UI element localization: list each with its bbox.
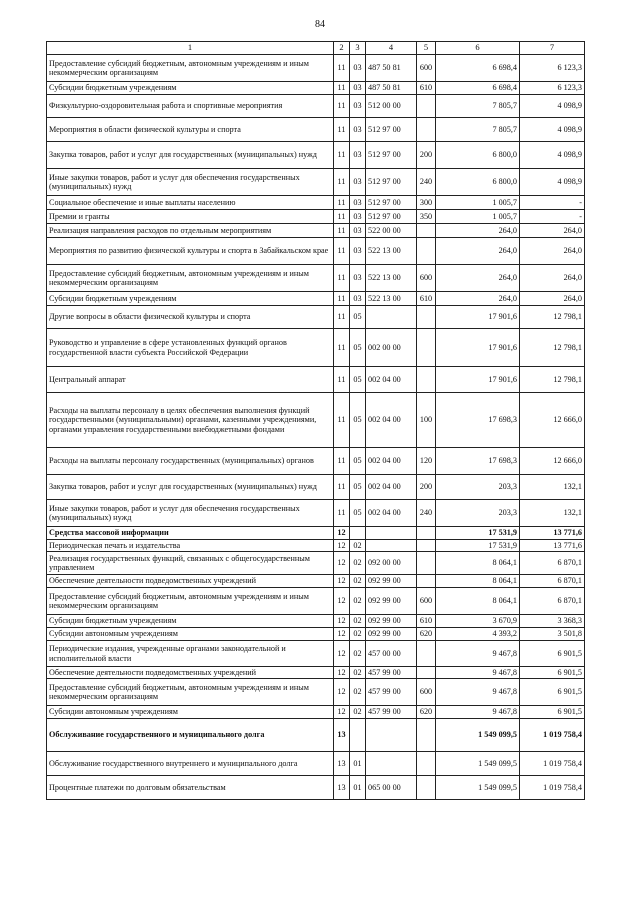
row-name: Реализация направления расходов по отдельным мероприятиям bbox=[47, 224, 334, 238]
expense-type-code bbox=[417, 641, 436, 667]
section-code: 11 bbox=[334, 367, 350, 393]
target-article-code: 522 13 00 bbox=[366, 292, 417, 306]
amount-executed: 4 098,9 bbox=[520, 95, 585, 118]
subsection-code: 01 bbox=[350, 752, 366, 776]
row-name: Предоставление субсидий бюджетным, автономным учреждениям и иным некоммерческим организациям bbox=[47, 55, 334, 82]
table-row bbox=[47, 719, 585, 752]
target-article-code bbox=[366, 719, 417, 752]
amount-approved: 264,0 bbox=[436, 224, 520, 238]
section-code: 13 bbox=[334, 752, 350, 776]
row-name: Премии и гранты bbox=[47, 210, 334, 224]
amount-approved: 9 467,8 bbox=[436, 679, 520, 706]
table-row bbox=[47, 776, 585, 800]
amount-executed: 1 019 758,4 bbox=[520, 776, 585, 800]
subsection-code: 03 bbox=[350, 82, 366, 95]
expense-type-code bbox=[417, 552, 436, 575]
expense-type-code: 600 bbox=[417, 55, 436, 82]
section-code: 12 bbox=[334, 615, 350, 628]
expense-type-code: 610 bbox=[417, 82, 436, 95]
subsection-code: 05 bbox=[350, 500, 366, 527]
subsection-code: 03 bbox=[350, 210, 366, 224]
subsection-code: 01 bbox=[350, 776, 366, 800]
table-row bbox=[47, 475, 585, 500]
row-name: Обеспечение деятельности подведомственных учреждений bbox=[47, 667, 334, 679]
target-article-code: 487 50 81 bbox=[366, 55, 417, 82]
expense-type-code: 300 bbox=[417, 196, 436, 210]
amount-approved: 1 005,7 bbox=[436, 210, 520, 224]
table-row bbox=[47, 628, 585, 641]
amount-approved: 9 467,8 bbox=[436, 667, 520, 679]
target-article-code: 512 97 00 bbox=[366, 118, 417, 142]
section-code: 11 bbox=[334, 475, 350, 500]
subsection-code: 03 bbox=[350, 95, 366, 118]
expense-type-code: 610 bbox=[417, 615, 436, 628]
section-code: 11 bbox=[334, 169, 350, 196]
amount-approved: 1 549 099,5 bbox=[436, 776, 520, 800]
row-name: Иные закупки товаров, работ и услуг для обеспечения государственных (муниципальных) нужд bbox=[47, 169, 334, 196]
section-code: 11 bbox=[334, 224, 350, 238]
row-name: Предоставление субсидий бюджетным, автономным учреждениям и иным некоммерческим организациям bbox=[47, 588, 334, 615]
row-name: Руководство и управление в сфере установленных функций органов государственной власти субъекта Российской Федерации bbox=[47, 329, 334, 367]
column-header: 7 bbox=[520, 42, 585, 55]
subsection-code: 02 bbox=[350, 588, 366, 615]
amount-approved: 6 800,0 bbox=[436, 142, 520, 169]
subsection-code: 02 bbox=[350, 615, 366, 628]
amount-approved: 1 005,7 bbox=[436, 196, 520, 210]
table-row bbox=[47, 306, 585, 329]
table-row bbox=[47, 367, 585, 393]
section-code: 11 bbox=[334, 265, 350, 292]
table-row bbox=[47, 641, 585, 667]
expense-type-code bbox=[417, 776, 436, 800]
amount-approved: 264,0 bbox=[436, 238, 520, 265]
amount-executed: 6 901,5 bbox=[520, 679, 585, 706]
expense-type-code: 350 bbox=[417, 210, 436, 224]
section-code: 12 bbox=[334, 667, 350, 679]
expense-type-code bbox=[417, 719, 436, 752]
expense-type-code: 200 bbox=[417, 475, 436, 500]
amount-approved: 6 800,0 bbox=[436, 169, 520, 196]
column-header: 6 bbox=[436, 42, 520, 55]
subsection-code: 02 bbox=[350, 706, 366, 719]
expense-type-code: 100 bbox=[417, 393, 436, 448]
row-name: Обеспечение деятельности подведомственных учреждений bbox=[47, 575, 334, 588]
section-code: 13 bbox=[334, 719, 350, 752]
amount-approved: 17 901,6 bbox=[436, 329, 520, 367]
amount-approved: 203,3 bbox=[436, 475, 520, 500]
section-code: 13 bbox=[334, 776, 350, 800]
target-article-code: 065 00 00 bbox=[366, 776, 417, 800]
column-header: 2 bbox=[334, 42, 350, 55]
subsection-code: 03 bbox=[350, 55, 366, 82]
table-row bbox=[47, 329, 585, 367]
amount-executed: - bbox=[520, 196, 585, 210]
row-name: Реализация государственных функций, связанных с общегосударственным управлением bbox=[47, 552, 334, 575]
amount-approved: 9 467,8 bbox=[436, 706, 520, 719]
amount-executed: 264,0 bbox=[520, 238, 585, 265]
target-article-code: 002 04 00 bbox=[366, 500, 417, 527]
subsection-code: 03 bbox=[350, 169, 366, 196]
table-row bbox=[47, 752, 585, 776]
target-article-code: 512 00 00 bbox=[366, 95, 417, 118]
expense-type-code: 240 bbox=[417, 500, 436, 527]
amount-approved: 17 698,3 bbox=[436, 448, 520, 475]
expense-type-code bbox=[417, 224, 436, 238]
column-header: 5 bbox=[417, 42, 436, 55]
table-row bbox=[47, 142, 585, 169]
target-article-code: 002 04 00 bbox=[366, 448, 417, 475]
section-code: 11 bbox=[334, 210, 350, 224]
expense-type-code bbox=[417, 95, 436, 118]
target-article-code bbox=[366, 527, 417, 540]
amount-executed: 1 019 758,4 bbox=[520, 719, 585, 752]
target-article-code: 092 00 00 bbox=[366, 552, 417, 575]
amount-executed: 1 019 758,4 bbox=[520, 752, 585, 776]
subsection-code: 05 bbox=[350, 367, 366, 393]
target-article-code: 092 99 00 bbox=[366, 615, 417, 628]
table-body bbox=[47, 55, 585, 800]
page-number: 84 bbox=[315, 19, 325, 30]
section-code: 11 bbox=[334, 393, 350, 448]
section-code: 12 bbox=[334, 679, 350, 706]
amount-approved: 17 901,6 bbox=[436, 306, 520, 329]
expense-type-code bbox=[417, 238, 436, 265]
target-article-code: 002 04 00 bbox=[366, 393, 417, 448]
amount-approved: 4 393,2 bbox=[436, 628, 520, 641]
target-article-code: 002 04 00 bbox=[366, 475, 417, 500]
target-article-code bbox=[366, 540, 417, 552]
amount-executed: 6 123,3 bbox=[520, 55, 585, 82]
target-article-code bbox=[366, 752, 417, 776]
section-code: 12 bbox=[334, 588, 350, 615]
amount-executed: 264,0 bbox=[520, 224, 585, 238]
amount-approved: 17 531,9 bbox=[436, 540, 520, 552]
amount-approved: 9 467,8 bbox=[436, 641, 520, 667]
row-name: Иные закупки товаров, работ и услуг для обеспечения государственных (муниципальных) нужд bbox=[47, 500, 334, 527]
section-code: 11 bbox=[334, 55, 350, 82]
amount-executed: 264,0 bbox=[520, 292, 585, 306]
amount-approved: 264,0 bbox=[436, 265, 520, 292]
subsection-code: 02 bbox=[350, 628, 366, 641]
amount-approved: 6 698,4 bbox=[436, 82, 520, 95]
subsection-code: 02 bbox=[350, 641, 366, 667]
section-code: 12 bbox=[334, 540, 350, 552]
expense-type-code bbox=[417, 540, 436, 552]
amount-executed: 4 098,9 bbox=[520, 142, 585, 169]
expense-type-code bbox=[417, 118, 436, 142]
expense-type-code bbox=[417, 752, 436, 776]
table-row bbox=[47, 448, 585, 475]
amount-executed: 6 870,1 bbox=[520, 552, 585, 575]
subsection-code: 05 bbox=[350, 306, 366, 329]
amount-approved: 3 670,9 bbox=[436, 615, 520, 628]
expense-type-code: 620 bbox=[417, 706, 436, 719]
amount-executed: 132,1 bbox=[520, 500, 585, 527]
section-code: 12 bbox=[334, 527, 350, 540]
section-code: 11 bbox=[334, 142, 350, 169]
table-row bbox=[47, 118, 585, 142]
amount-executed: 12 798,1 bbox=[520, 329, 585, 367]
section-code: 11 bbox=[334, 82, 350, 95]
table-row bbox=[47, 265, 585, 292]
amount-executed: 6 870,1 bbox=[520, 575, 585, 588]
target-article-code: 002 00 00 bbox=[366, 329, 417, 367]
target-article-code: 092 99 00 bbox=[366, 575, 417, 588]
expense-type-code bbox=[417, 575, 436, 588]
amount-approved: 17 901,6 bbox=[436, 367, 520, 393]
subsection-code: 02 bbox=[350, 540, 366, 552]
row-name: Периодические издания, учрежденные органами законодательной и исполнительной власти bbox=[47, 641, 334, 667]
expense-type-code: 200 bbox=[417, 142, 436, 169]
subsection-code: 05 bbox=[350, 448, 366, 475]
amount-executed: 12 798,1 bbox=[520, 367, 585, 393]
subsection-code: 02 bbox=[350, 667, 366, 679]
expense-type-code: 240 bbox=[417, 169, 436, 196]
expense-type-code: 600 bbox=[417, 265, 436, 292]
section-code: 11 bbox=[334, 118, 350, 142]
subsection-code: 05 bbox=[350, 393, 366, 448]
amount-executed: 6 901,5 bbox=[520, 706, 585, 719]
table-row bbox=[47, 575, 585, 588]
section-code: 11 bbox=[334, 238, 350, 265]
column-header: 1 bbox=[47, 42, 334, 55]
section-code: 11 bbox=[334, 306, 350, 329]
amount-executed: 4 098,9 bbox=[520, 118, 585, 142]
table-row bbox=[47, 169, 585, 196]
row-name: Мероприятия по развитию физической культуры и спорта в Забайкальском крае bbox=[47, 238, 334, 265]
target-article-code bbox=[366, 306, 417, 329]
section-code: 11 bbox=[334, 196, 350, 210]
amount-approved: 7 805,7 bbox=[436, 95, 520, 118]
target-article-code: 457 99 00 bbox=[366, 667, 417, 679]
amount-approved: 7 805,7 bbox=[436, 118, 520, 142]
amount-executed: 12 666,0 bbox=[520, 448, 585, 475]
amount-executed: 13 771,6 bbox=[520, 540, 585, 552]
amount-approved: 8 064,1 bbox=[436, 552, 520, 575]
subsection-code: 05 bbox=[350, 475, 366, 500]
amount-approved: 1 549 099,5 bbox=[436, 752, 520, 776]
expense-type-code bbox=[417, 329, 436, 367]
amount-approved: 1 549 099,5 bbox=[436, 719, 520, 752]
row-name: Субсидии бюджетным учреждениям bbox=[47, 615, 334, 628]
amount-executed: 6 901,5 bbox=[520, 641, 585, 667]
table-row bbox=[47, 552, 585, 575]
table-row bbox=[47, 540, 585, 552]
row-name: Предоставление субсидий бюджетным, автономным учреждениям и иным некоммерческим организациям bbox=[47, 265, 334, 292]
column-header: 4 bbox=[366, 42, 417, 55]
target-article-code: 092 99 00 bbox=[366, 628, 417, 641]
amount-executed: - bbox=[520, 210, 585, 224]
section-code: 12 bbox=[334, 575, 350, 588]
row-name: Субсидии бюджетным учреждениям bbox=[47, 292, 334, 306]
subsection-code bbox=[350, 527, 366, 540]
amount-executed: 3 368,3 bbox=[520, 615, 585, 628]
amount-executed: 12 798,1 bbox=[520, 306, 585, 329]
amount-executed: 12 666,0 bbox=[520, 393, 585, 448]
expense-type-code bbox=[417, 367, 436, 393]
table-row bbox=[47, 55, 585, 82]
section-code: 11 bbox=[334, 500, 350, 527]
expense-type-code: 610 bbox=[417, 292, 436, 306]
table-row bbox=[47, 238, 585, 265]
expense-type-code: 600 bbox=[417, 679, 436, 706]
amount-approved: 8 064,1 bbox=[436, 588, 520, 615]
amount-approved: 17 698,3 bbox=[436, 393, 520, 448]
row-name: Расходы на выплаты персоналу государственных (муниципальных) органов bbox=[47, 448, 334, 475]
target-article-code: 512 97 00 bbox=[366, 142, 417, 169]
amount-approved: 17 531,9 bbox=[436, 527, 520, 540]
row-name: Закупка товаров, работ и услуг для государственных (муниципальных) нужд bbox=[47, 142, 334, 169]
table-row bbox=[47, 500, 585, 527]
section-code: 11 bbox=[334, 448, 350, 475]
amount-executed: 4 098,9 bbox=[520, 169, 585, 196]
expense-type-code: 120 bbox=[417, 448, 436, 475]
amount-executed: 6 901,5 bbox=[520, 667, 585, 679]
target-article-code: 457 99 00 bbox=[366, 679, 417, 706]
amount-executed: 6 123,3 bbox=[520, 82, 585, 95]
amount-approved: 8 064,1 bbox=[436, 575, 520, 588]
row-name: Обслуживание государственного внутреннего и муниципального долга bbox=[47, 752, 334, 776]
amount-executed: 6 870,1 bbox=[520, 588, 585, 615]
amount-executed: 132,1 bbox=[520, 475, 585, 500]
amount-executed: 264,0 bbox=[520, 265, 585, 292]
target-article-code: 522 13 00 bbox=[366, 238, 417, 265]
expense-type-code bbox=[417, 527, 436, 540]
subsection-code bbox=[350, 719, 366, 752]
row-name: Субсидии бюджетным учреждениям bbox=[47, 82, 334, 95]
row-name: Центральный аппарат bbox=[47, 367, 334, 393]
section-code: 12 bbox=[334, 628, 350, 641]
subsection-code: 05 bbox=[350, 329, 366, 367]
row-name: Физкультурно-оздоровительная работа и спортивные мероприятия bbox=[47, 95, 334, 118]
row-name: Обслуживание государственного и муниципального долга bbox=[47, 719, 334, 752]
table-row bbox=[47, 679, 585, 706]
table-row bbox=[47, 292, 585, 306]
subsection-code: 03 bbox=[350, 265, 366, 292]
target-article-code: 002 04 00 bbox=[366, 367, 417, 393]
target-article-code: 457 00 00 bbox=[366, 641, 417, 667]
expense-type-code: 620 bbox=[417, 628, 436, 641]
row-name: Закупка товаров, работ и услуг для государственных (муниципальных) нужд bbox=[47, 475, 334, 500]
expense-type-code bbox=[417, 667, 436, 679]
section-code: 12 bbox=[334, 641, 350, 667]
amount-executed: 13 771,6 bbox=[520, 527, 585, 540]
row-name: Социальное обеспечение и иные выплаты населению bbox=[47, 196, 334, 210]
column-header: 3 bbox=[350, 42, 366, 55]
subsection-code: 03 bbox=[350, 142, 366, 169]
table-row bbox=[47, 527, 585, 540]
amount-approved: 264,0 bbox=[436, 292, 520, 306]
subsection-code: 03 bbox=[350, 196, 366, 210]
table-row bbox=[47, 393, 585, 448]
amount-approved: 6 698,4 bbox=[436, 55, 520, 82]
target-article-code: 487 50 81 bbox=[366, 82, 417, 95]
expense-type-code bbox=[417, 306, 436, 329]
table-row bbox=[47, 706, 585, 719]
subsection-code: 02 bbox=[350, 679, 366, 706]
target-article-code: 512 97 00 bbox=[366, 169, 417, 196]
target-article-code: 522 13 00 bbox=[366, 265, 417, 292]
table-row bbox=[47, 82, 585, 95]
row-name: Субсидии автономным учреждениям bbox=[47, 706, 334, 719]
table-row bbox=[47, 95, 585, 118]
target-article-code: 512 97 00 bbox=[366, 210, 417, 224]
budget-table bbox=[46, 41, 585, 800]
row-name: Другие вопросы в области физической культуры и спорта bbox=[47, 306, 334, 329]
table-row bbox=[47, 615, 585, 628]
expense-type-code: 600 bbox=[417, 588, 436, 615]
row-name: Периодическая печать и издательства bbox=[47, 540, 334, 552]
row-name: Средства массовой информации bbox=[47, 527, 334, 540]
target-article-code: 457 99 00 bbox=[366, 706, 417, 719]
subsection-code: 02 bbox=[350, 552, 366, 575]
table-row bbox=[47, 224, 585, 238]
amount-executed: 3 501,8 bbox=[520, 628, 585, 641]
section-code: 11 bbox=[334, 292, 350, 306]
amount-approved: 203,3 bbox=[436, 500, 520, 527]
table-row bbox=[47, 210, 585, 224]
header-row bbox=[47, 42, 585, 55]
table-row bbox=[47, 196, 585, 210]
subsection-code: 03 bbox=[350, 292, 366, 306]
table-row bbox=[47, 588, 585, 615]
row-name: Предоставление субсидий бюджетным, автономным учреждениям и иным некоммерческим организациям bbox=[47, 679, 334, 706]
row-name: Мероприятия в области физической культуры и спорта bbox=[47, 118, 334, 142]
section-code: 12 bbox=[334, 706, 350, 719]
target-article-code: 522 00 00 bbox=[366, 224, 417, 238]
target-article-code: 092 99 00 bbox=[366, 588, 417, 615]
subsection-code: 03 bbox=[350, 224, 366, 238]
table-row bbox=[47, 667, 585, 679]
section-code: 12 bbox=[334, 552, 350, 575]
section-code: 11 bbox=[334, 329, 350, 367]
row-name: Субсидии автономным учреждениям bbox=[47, 628, 334, 641]
subsection-code: 03 bbox=[350, 238, 366, 265]
row-name: Расходы на выплаты персоналу в целях обеспечения выполнения функций государственными (муниципальными) органами, казенными учреждениями, органами управления государственными внебюджетными фондами bbox=[47, 393, 334, 448]
target-article-code: 512 97 00 bbox=[366, 196, 417, 210]
section-code: 11 bbox=[334, 95, 350, 118]
subsection-code: 02 bbox=[350, 575, 366, 588]
row-name: Процентные платежи по долговым обязательствам bbox=[47, 776, 334, 800]
subsection-code: 03 bbox=[350, 118, 366, 142]
